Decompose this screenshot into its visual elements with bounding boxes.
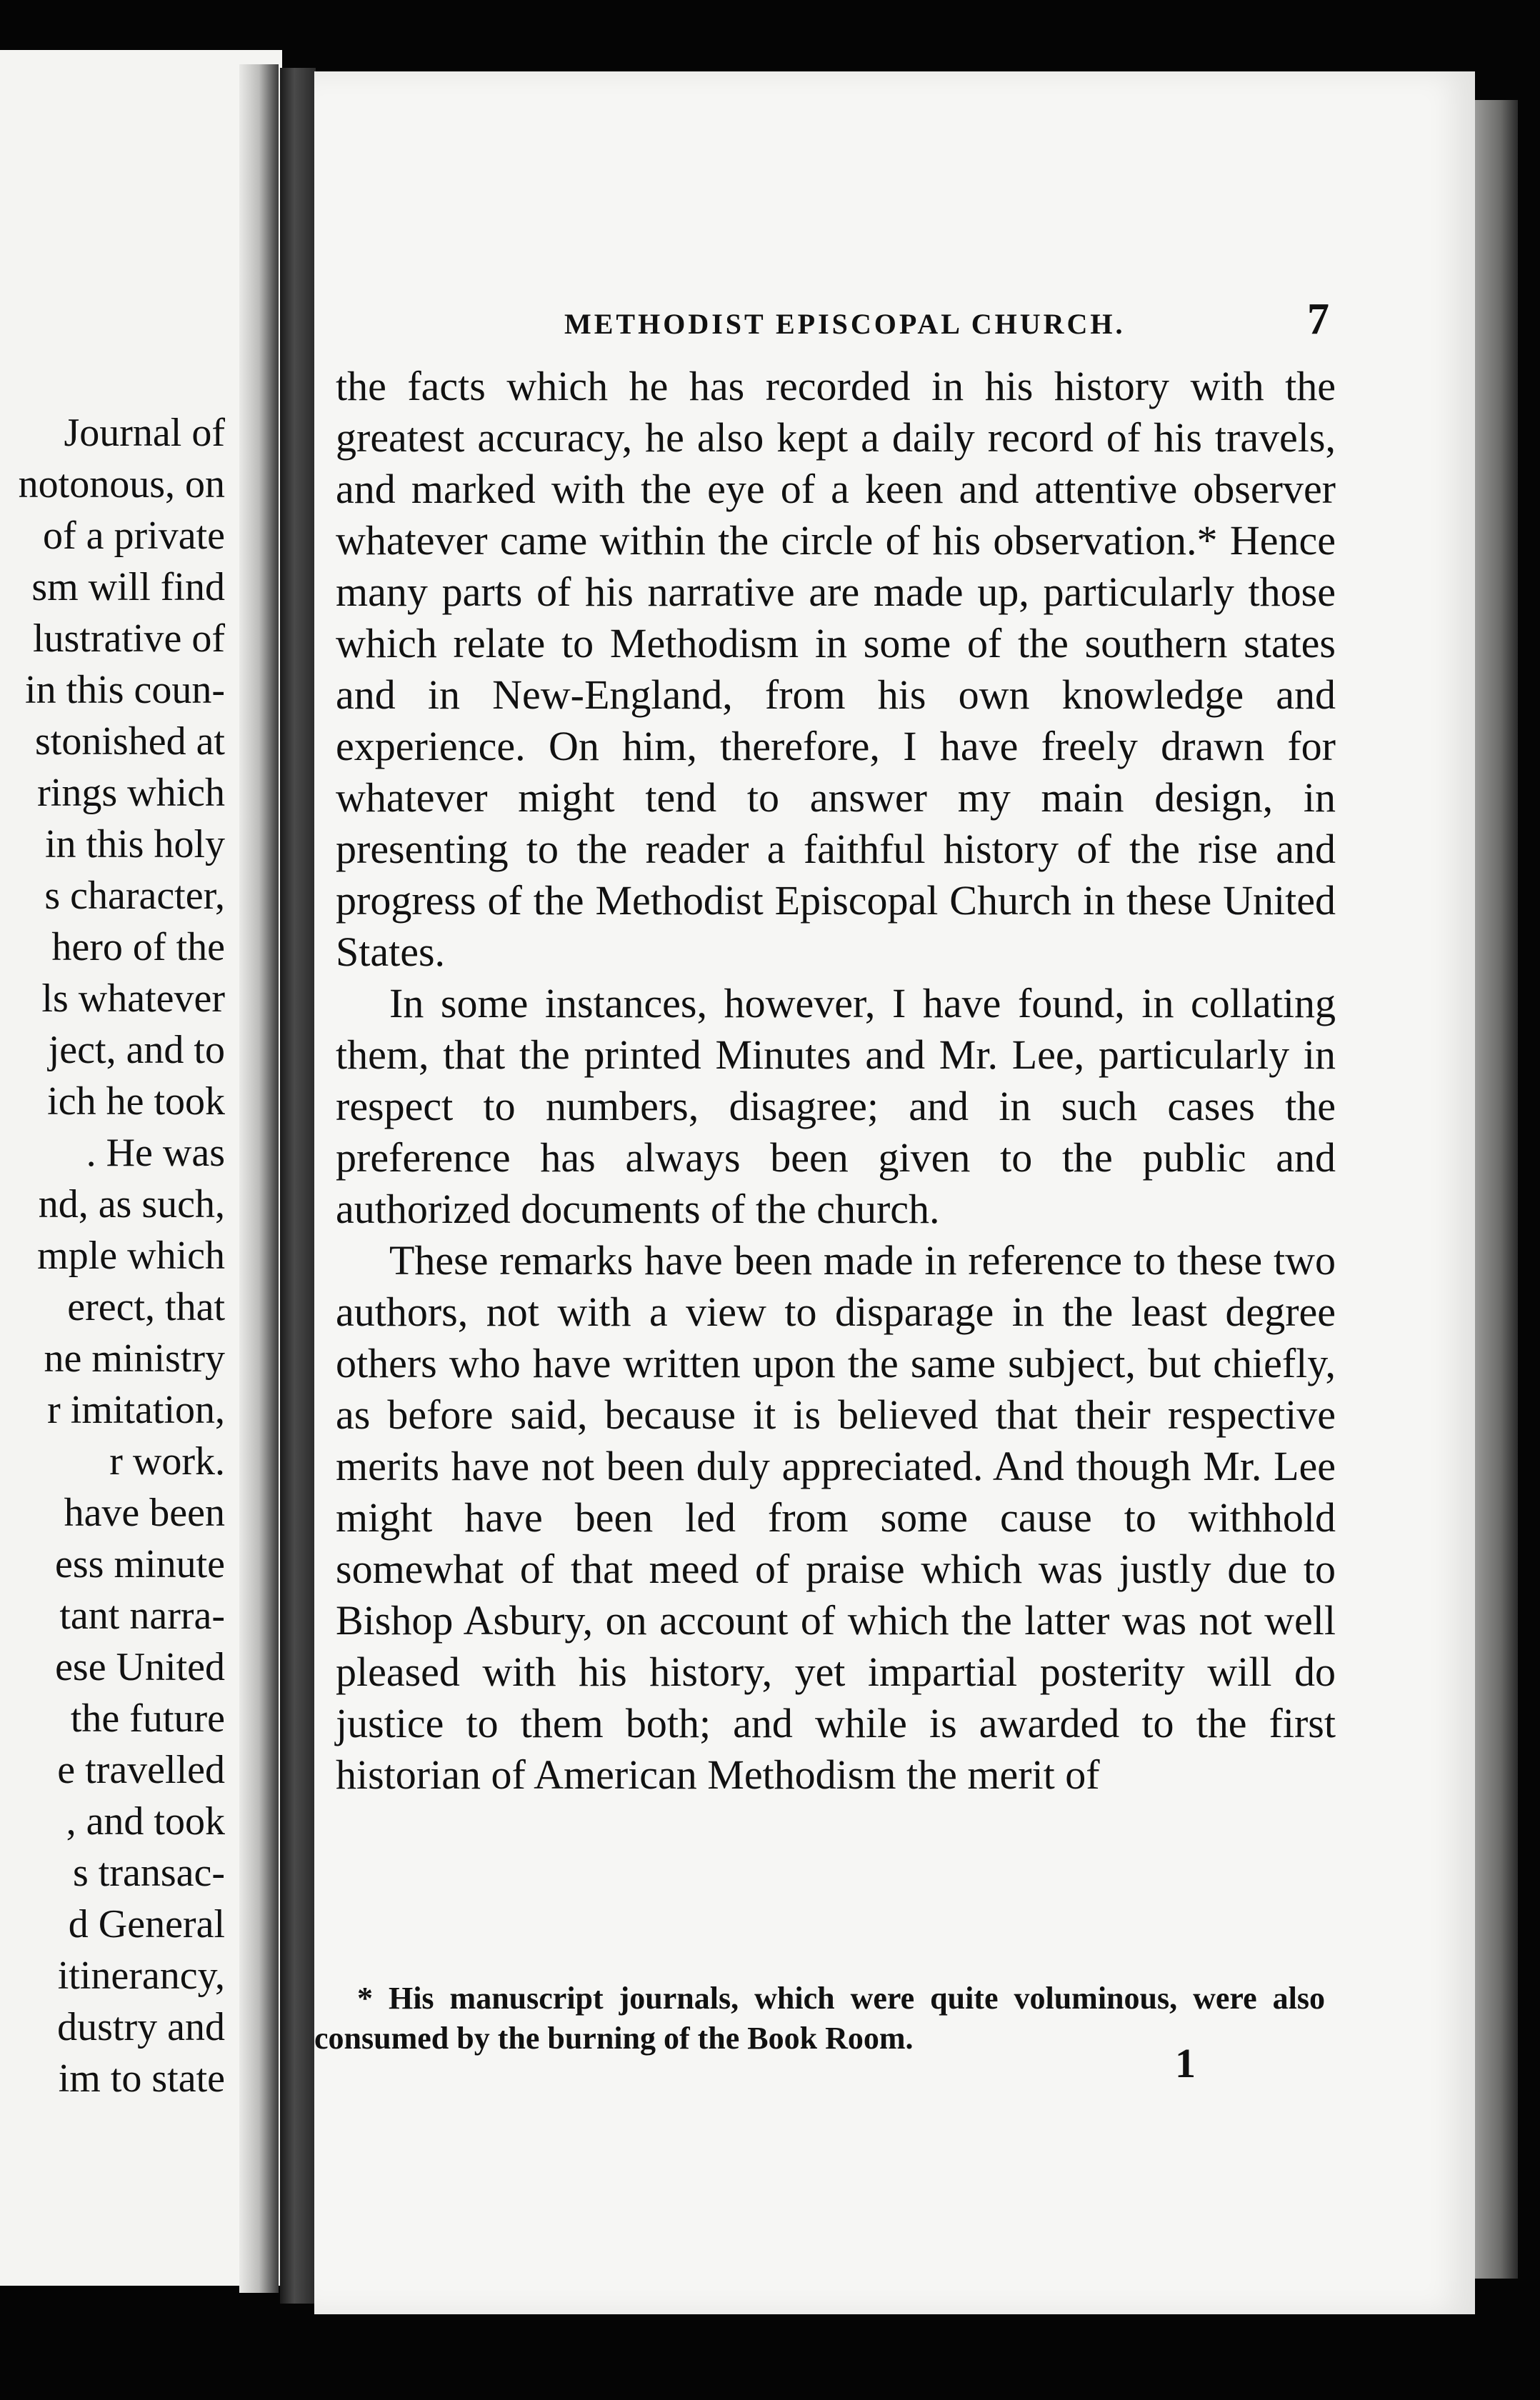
left-page-line: lustrative of <box>32 616 225 661</box>
left-page-line: notonous, on <box>18 462 225 506</box>
left-page-line: d General <box>68 1902 225 1946</box>
left-page-line: s transac- <box>72 1851 225 1895</box>
paragraph: In some instances, however, I have found, in collating them, that the printed Minutes and Mr. Lee, particularly in respect to numbers, disagree; and in such cases the preference has always been given to the public and authorized documents of the church. <box>336 980 1336 1232</box>
left-page-line: the future <box>70 1696 225 1741</box>
paragraph: the facts which he has recorded in his history with the greatest accuracy, he also kept a daily record of his travels, and marked with the eye of a keen and attentive observer whatever came within the circle of his observation.* Hence many parts of his narrative are made up, particularly those which relate to Methodism in some of the southern states and in New-England, from his own knowledge and experience. On him, therefore, I have freely drawn for whatever might tend to answer my main design, in presenting to the reader a faithful history of the rise and progress of the Methodist Episcopal Church in these United States. <box>336 363 1336 975</box>
left-page-line: . He was <box>86 1131 225 1175</box>
left-page-line: mple which <box>37 1234 225 1278</box>
left-page-line: r imitation, <box>47 1388 225 1432</box>
left-page-line: erect, that <box>67 1285 225 1329</box>
left-page-line: tant narra- <box>59 1594 225 1638</box>
left-page-line: , and took <box>66 1799 225 1844</box>
left-page-line: sm will find <box>31 565 225 609</box>
left-page-line: have been <box>64 1491 225 1535</box>
left-page-line: ese United <box>55 1645 225 1689</box>
left-page-gutter <box>239 64 279 2293</box>
book-spine <box>280 68 316 2304</box>
left-page-line: ess minute <box>55 1542 225 1586</box>
left-page-line: of a private <box>43 514 225 558</box>
left-page-line: in this coun- <box>25 668 225 712</box>
left-page-line: Journal of <box>64 411 225 455</box>
left-page-line: ne ministry <box>44 1336 225 1381</box>
left-page-line: in this holy <box>44 822 225 866</box>
left-page-line: stonished at <box>35 719 225 764</box>
footnote: * His manuscript journals, which were quite voluminous, were also consumed by the burning of the Book Room. <box>314 1981 1325 2056</box>
paragraph: These remarks have been made in reference to these two authors, not with a view to disparage in the least degree others who have written upon the same subject, but chiefly, as before said, because it is believed that their respective merits have not been duly appreciated. And though Mr. Lee might have been led from some cause to withhold somewhat of that meed of praise which was justly due to Bishop Asbury, on account of which the latter was not well pleased with his history, yet impartial posterity will do justice to them both; and while is awarded to the first historian of American Methodism the merit of <box>336 1237 1336 1798</box>
left-page-line: itinerancy, <box>57 1954 225 1998</box>
left-page-line: e travelled <box>57 1748 225 1792</box>
left-page-line: r work. <box>109 1439 225 1484</box>
left-page-line: rings which <box>37 771 225 815</box>
page-number: 7 <box>1307 295 1329 344</box>
running-head: METHODIST EPISCOPAL CHURCH. <box>564 308 1126 340</box>
left-page-line: hero of the <box>51 925 225 969</box>
left-page-line: dustry and <box>57 2005 225 2049</box>
left-page-line: ls whatever <box>41 976 225 1021</box>
signature-mark: 1 <box>1175 2040 1196 2086</box>
left-page-line: s character, <box>44 874 225 918</box>
left-page-line: nd, as such, <box>38 1182 225 1226</box>
left-page-line: im to state <box>58 2056 225 2101</box>
left-page-line: ich he took <box>47 1079 225 1124</box>
body-text <box>336 361 1336 1801</box>
left-page-line: ject, and to <box>48 1028 225 1072</box>
left-page-text <box>0 407 225 2104</box>
page-edge <box>1475 100 1518 2279</box>
